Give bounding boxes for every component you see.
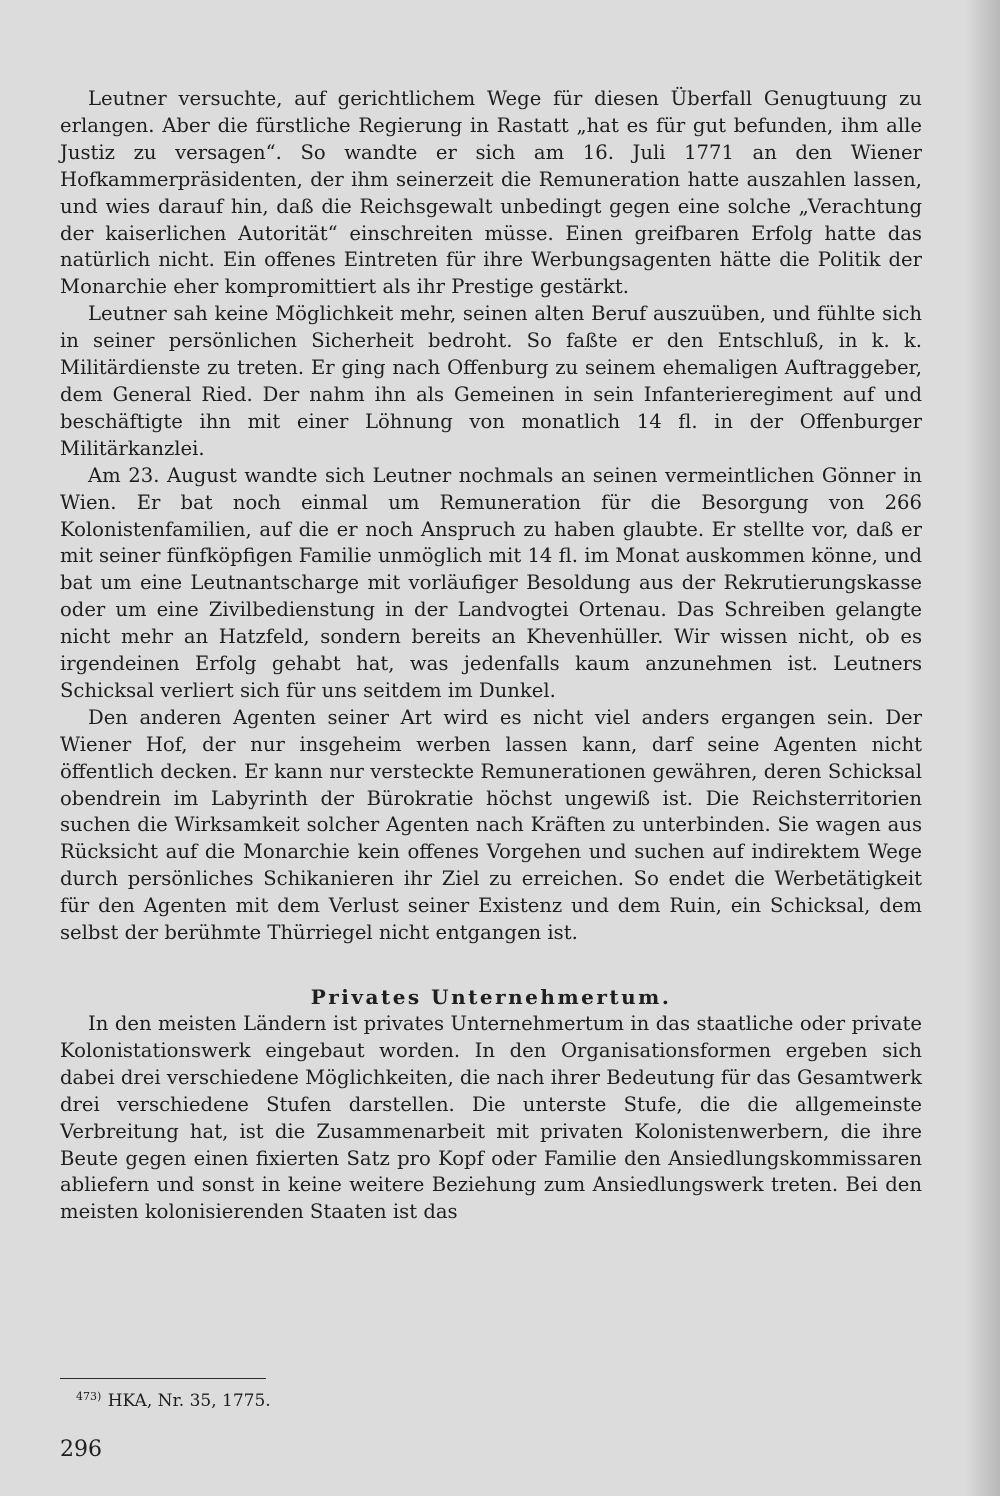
footnote-rule <box>60 1378 266 1379</box>
paragraph-2: Leutner sah keine Möglichkeit mehr, seinen alten Beruf auszuüben, und fühlte sich in seiner persönlichen Sicherheit bedroht. So faßte er den Entschluß, in k. k. Militärdienste zu treten. Er ging nach Offenburg zu seinem ehemaligen Auftraggeber, dem General Ried. Der nahm ihn als Gemeinen in sein Infanterieregiment auf und beschäftigte ihn mit einer Löhnung von monatlich 14 fl. in der Offenburger Militärkanzlei. <box>60 302 922 460</box>
page-edge-shadow <box>964 0 1000 1496</box>
main-text-block <box>60 86 922 1226</box>
paragraph-4: Den anderen Agenten seiner Art wird es nicht viel anders ergangen sein. Der Wiener Hof, der nur insgeheim werben lassen kann, darf seine Agenten nicht öffentlich decken. Er kann nur versteckte Remunerationen gewähren, deren Schicksal obendrein im Labyrinth der Bürokratie höchst ungewiß ist. Die Reichsterritorien suchen die Wirksamkeit solcher Agenten nach Kräften zu unterbinden. Sie wagen aus Rücksicht auf die Monarchie kein offenes Vorgehen und suchen auf indirektem Wege durch persönliches Schikanieren ihr Ziel zu erreichen. So endet die Werbetätigkeit für den Agenten mit dem Verlust seiner Existenz und dem Ruin, ein Schicksal, dem selbst der berühmte Thürriegel nicht entgangen ist. <box>60 705 922 945</box>
footnote <box>76 1386 271 1412</box>
footnote-text: HKA, Nr. 35, 1775. <box>107 1391 271 1411</box>
footnote-number: 473) <box>76 1390 102 1403</box>
section-heading: Privates Unternehmertum. <box>310 985 672 1009</box>
page-number: 296 <box>60 1437 102 1462</box>
paragraph-3: Am 23. August wandte sich Leutner nochmals an seinen vermeintlichen Gönner in Wien. Er bat noch einmal um Remuneration für die Besorgung von 266 Kolonistenfamilien, auf die er noch Anspruch zu haben glaubte. Er stellte vor, daß er mit seiner fünfköpfigen Familie unmöglich mit 14 fl. im Monat auskommen könne, und bat um eine Leutnantscharge mit vorläufiger Besoldung aus der Rekrutierungskasse oder um eine Zivilbedienstung in der Landvogtei Ortenau. Das Schreiben gelangte nicht mehr an Hatzfeld, sondern bereits an Khevenhüller. Wir wissen nicht, ob es irgendeinen Erfolg gehabt hat, was jedenfalls kaum anzunehmen ist. Leutners Schicksal verliert sich für uns seitdem im Dunkel. <box>60 463 922 702</box>
section-paragraph: In den meisten Ländern ist privates Unternehmertum in das staatliche oder private Kolonistationswerk eingebaut worden. In den Organisationsformen ergeben sich dabei drei verschiedene Möglichkeiten, die nach ihrer Bedeutung für das Gesamtwerk drei verschiedene Stufen darstellen. Die unterste Stufe, die die allgemeinste Verbreitung hat, ist die Zusammenarbeit mit privaten Kolonistenwerbern, die ihre Beute gegen einen fixierten Satz pro Kopf oder Familie den Ansiedlungskommissaren abliefern und sonst in keine weitere Beziehung zum Ansiedlungswerk treten. Bei den meisten kolonisierenden Staaten ist das <box>60 1012 922 1224</box>
paragraph-1: Leutner versuchte, auf gerichtlichem Wege für diesen Überfall Genugtuung zu erlangen. Aber die fürstliche Regierung in Rastatt „hat es für gut befunden, ihm alle Justiz zu versagen“. So wandte er sich am 16. Juli 1771 an den Wiener Hofkammerpräsidenten, der ihm seinerzeit die Remuneration hatte auszahlen lassen, und wies darauf hin, daß die Reichsgewalt unbedingt gegen eine solche „Verachtung der kaiserlichen Autorität“ einschreiten müsse. Einen greifbaren Erfolg hatte das natürlich nicht. Ein offenes Eintreten für ihre Werbungsagenten hätte die Politik der Monarchie eher kompromittiert als ihr Prestige gestärkt. <box>60 87 922 299</box>
